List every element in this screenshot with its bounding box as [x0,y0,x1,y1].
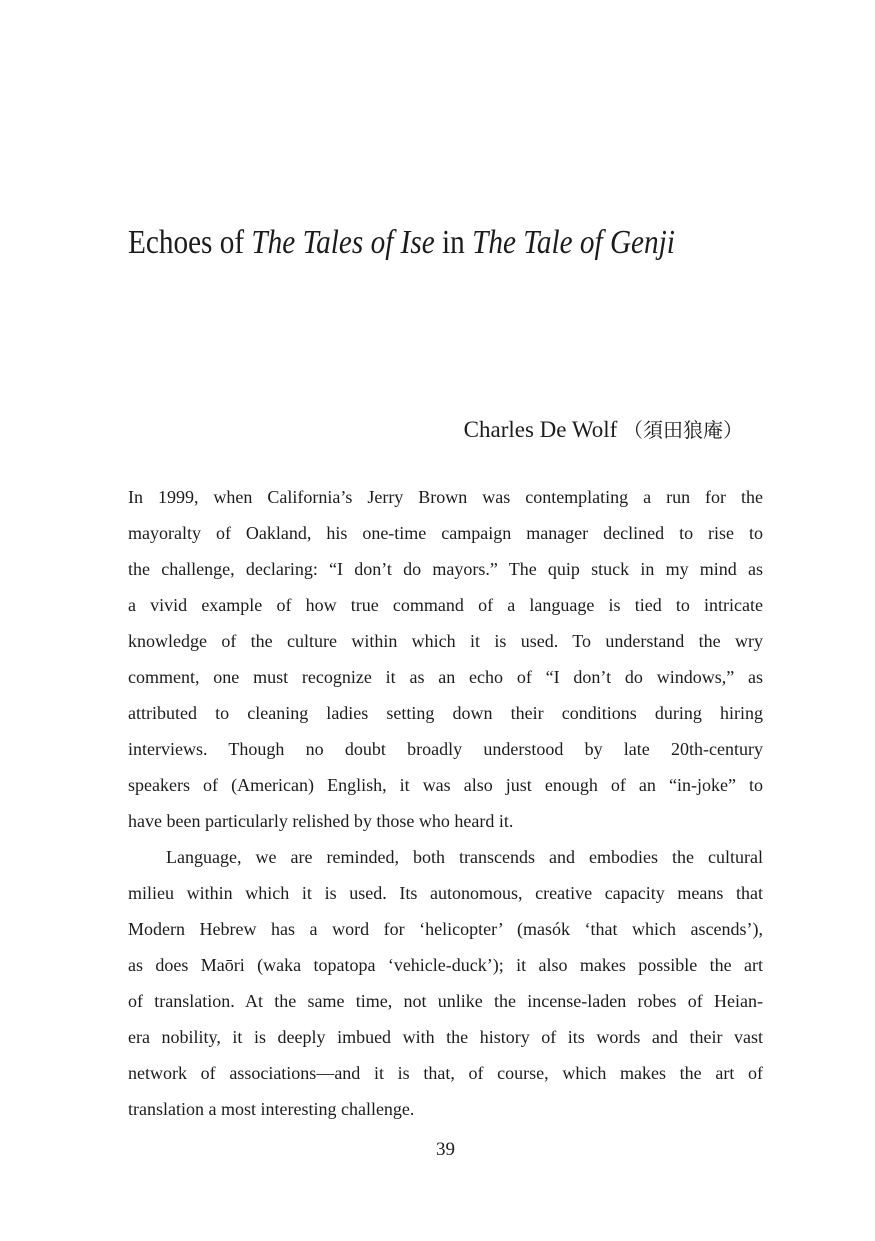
text-line: comment, one must recognize it as an echo of “I don’t do windows,” as [128,667,763,687]
text-line: the challenge, declaring: “I don’t do mayors.” The quip stuck in my mind as [128,559,763,579]
title-segment: Echoes of [128,224,252,261]
text-line: In 1999, when California’s Jerry Brown was contemplating a run for the [128,487,763,507]
text-line: milieu within which it is used. Its autonomous, creative capacity means that [128,883,763,903]
article-body [128,479,763,1127]
text-line: mayoralty of Oakland, his one-time campaign manager declined to rise to [128,523,763,543]
page-number: 39 [436,1139,455,1160]
text-line: Language, we are reminded, both transcends and embodies the cultural [166,847,763,867]
text-line: knowledge of the culture within which it is used. To understand the wry [128,631,763,651]
title-segment-italic-ise: The Tales of Ise [251,224,435,261]
title-segment: in [434,224,473,261]
text-line: Modern Hebrew has a word for ‘helicopter’ (masók ‘that which ascends’), [128,919,763,939]
page-title [128,0,674,262]
author-kanji: （須田狼庵） [623,420,743,442]
text-line: attributed to cleaning ladies setting down their conditions during hiring [128,703,763,723]
text-line: interviews. Though no doubt broadly understood by late 20th-century [128,739,763,759]
text-line: a vivid example of how true command of a language is tied to intricate [128,595,763,615]
title-segment-italic-genji: The Tale of Genji [472,224,675,261]
author-line [128,414,763,443]
text-line: have been particularly relished by those who heard it. [128,811,514,831]
text-line: as does Maōri (waka topatopa ‘vehicle-duck’); it also makes possible the art [128,955,763,975]
author-name: Charles De Wolf [463,417,618,442]
text-line: speakers of (American) English, it was also just enough of an “in-joke” to [128,775,763,795]
text-line: of translation. At the same time, not unlike the incense-laden robes of Heian- [128,991,763,1011]
text-line: era nobility, it is deeply imbued with the history of its words and their vast [128,1027,763,1047]
text-line: network of associations—and it is that, of course, which makes the art of [128,1063,763,1083]
text-line: translation a most interesting challenge. [128,1099,415,1119]
